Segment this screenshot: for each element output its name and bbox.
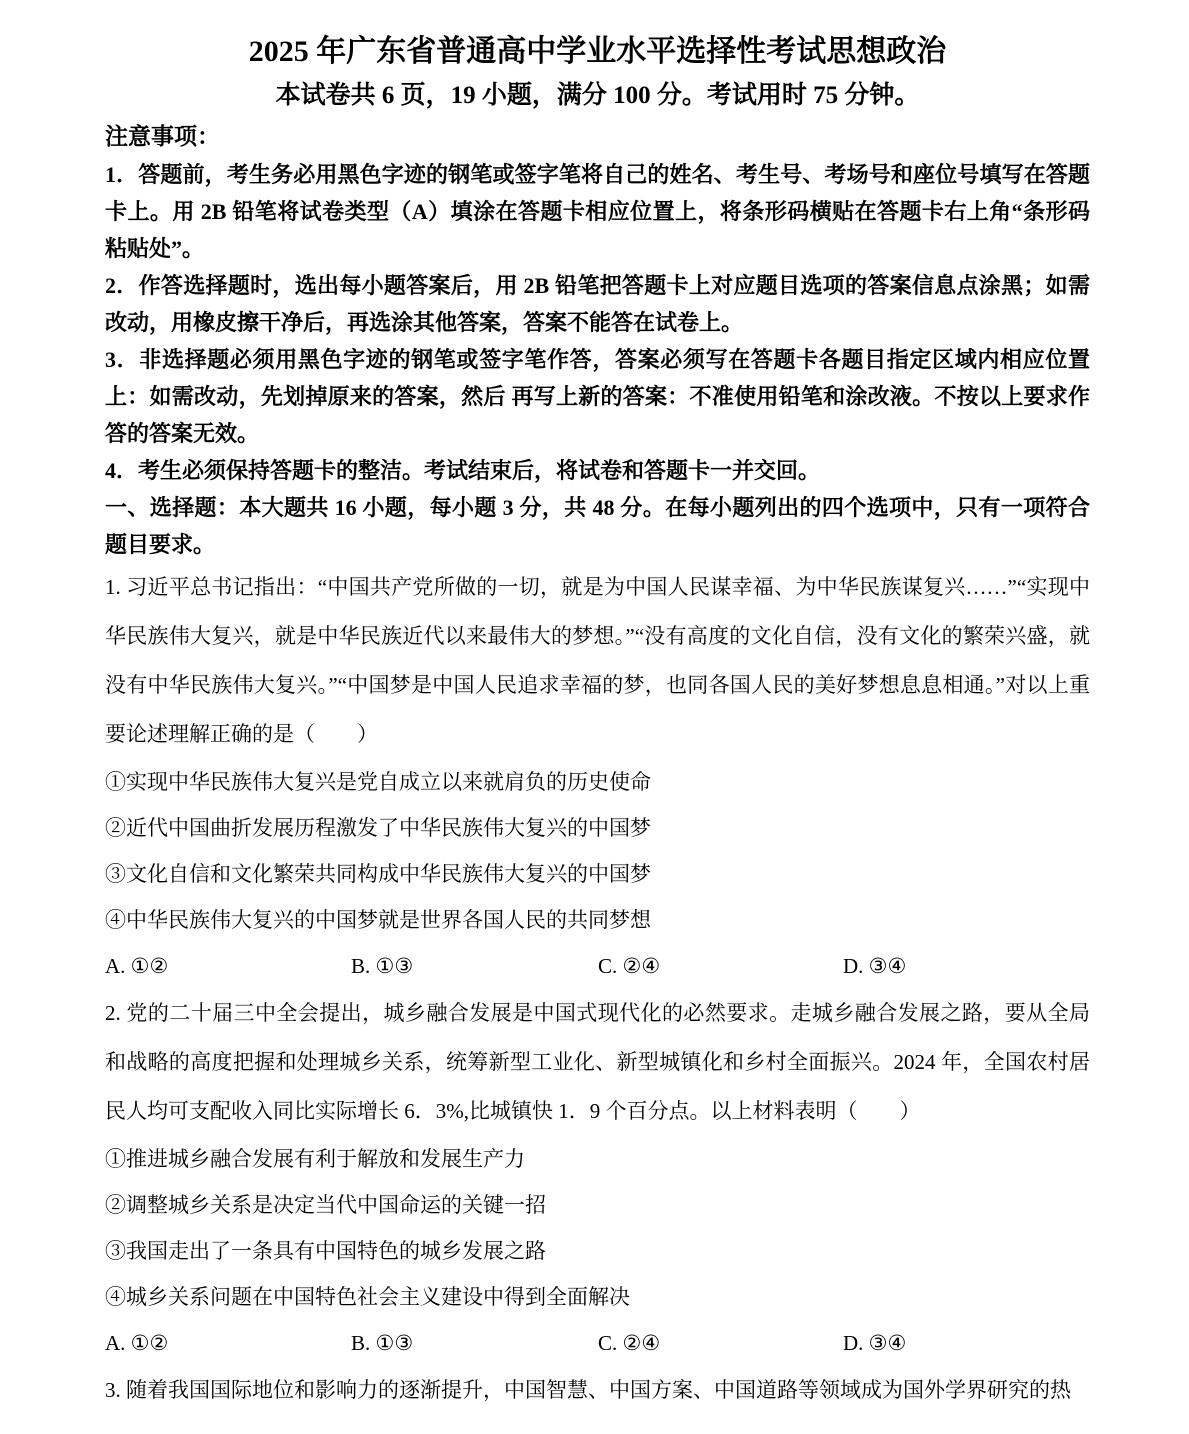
question-2-answer-row <box>105 1320 1090 1366</box>
question-3 <box>105 1366 1090 1415</box>
question-1-option-1: ①实现中华民族伟大复兴是党自成立以来就肩负的历史使命 <box>105 770 651 794</box>
question-3-stem: 3. 随着我国国际地位和影响力的逐渐提升，中国智慧、中国方案、中国道路等领域成为国外学界研究的热 <box>105 1378 1071 1402</box>
question-1-answer-a: A. ①② <box>105 954 169 978</box>
question-1-answer-d: D. ③④ <box>843 954 907 978</box>
question-1-option-2: ②近代中国曲折发展历程激发了中华民族伟大复兴的中国梦 <box>105 816 651 840</box>
notice-item-3: 3．非选择题必须用黑色字迹的钢笔或签字笔作答，答案必须写在答题卡各题目指定区域内相应位置上：如需改动，先划掉原来的答案，然后 再写上新的答案：不准使用铅笔和涂改液。不按以上要求作答的答案无效。 <box>105 347 1090 446</box>
notice-item-2: 2．作答选择题时，选出每小题答案后，用 2B 铅笔把答题卡上对应题目选项的答案信息点涂黑；如需改动，用橡皮擦干净后，再选涂其他答案，答案不能答在试卷上。 <box>105 273 1090 335</box>
question-2-option-1: ①推进城乡融合发展有利于解放和发展生产力 <box>105 1147 525 1171</box>
question-1-stem: 1. 习近平总书记指出：“中国共产党所做的一切，就是为中国人民谋幸福、为中华民族谋复兴……”“实现中华民族伟大复兴，就是中华民族近代以来最伟大的梦想。”“没有高度的文化自信，没有文化的繁荣兴盛，就没有中华民族伟大复兴。”“中国梦是中国人民追求幸福的梦，也同各国人民的美好梦想息息相通。”对以上重要论述理解正确的是（ ） <box>105 575 1090 746</box>
question-2-answer-d: D. ③④ <box>843 1331 907 1355</box>
question-2 <box>105 989 1090 1366</box>
notice-item-4: 4．考生必须保持答题卡的整洁。考试结束后，将试卷和答题卡一并交回。 <box>105 458 821 483</box>
section-1-header: 一、选择题：本大题共 16 小题，每小题 3 分，共 48 分。在每小题列出的四个选项中，只有一项符合题目要求。 <box>105 495 1090 557</box>
question-1 <box>105 563 1090 989</box>
notices-header: 注意事项： <box>105 124 220 149</box>
question-1-answer-row <box>105 943 1090 989</box>
question-2-option-2: ②调整城乡关系是决定当代中国命运的关键一招 <box>105 1193 546 1217</box>
question-1-answer-b: B. ①③ <box>351 954 414 978</box>
question-1-option-3: ③文化自信和文化繁荣共同构成中华民族伟大复兴的中国梦 <box>105 862 651 886</box>
question-2-option-4: ④城乡关系问题在中国特色社会主义建设中得到全面解决 <box>105 1285 630 1309</box>
question-2-option-3: ③我国走出了一条具有中国特色的城乡发展之路 <box>105 1239 546 1263</box>
question-2-stem: 2. 党的二十届三中全会提出，城乡融合发展是中国式现代化的必然要求。走城乡融合发展之路，要从全局和战略的高度把握和处理城乡关系，统筹新型工业化、新型城镇化和乡村全面振兴。2024 年，全国农村居民人均可支配收入同比实际增长 6．3%,比城镇快 1．9 个百分点。以上材料表明（ ） <box>105 1001 1090 1123</box>
question-1-option-4: ④中华民族伟大复兴的中国梦就是世界各国人民的共同梦想 <box>105 908 651 932</box>
exam-subtitle: 本试卷共 6 页，19 小题，满分 100 分。考试用时 75 分钟。 <box>275 82 920 109</box>
question-2-answer-b: B. ①③ <box>351 1331 414 1355</box>
notice-item-1: 1．答题前，考生务必用黑色字迹的钢笔或签字笔将自己的姓名、考生号、考场号和座位号填写在答题卡上。用 2B 铅笔将试卷类型（A）填涂在答题卡相应位置上，将条形码横贴在答题卡右上角“条形码粘贴处”。 <box>105 162 1090 261</box>
question-2-answer-c: C. ②④ <box>598 1331 661 1355</box>
question-2-answer-a: A. ①② <box>105 1331 169 1355</box>
exam-title: 2025 年广东省普通高中学业水平选择性考试思想政治 <box>248 35 947 68</box>
question-1-answer-c: C. ②④ <box>598 954 661 978</box>
